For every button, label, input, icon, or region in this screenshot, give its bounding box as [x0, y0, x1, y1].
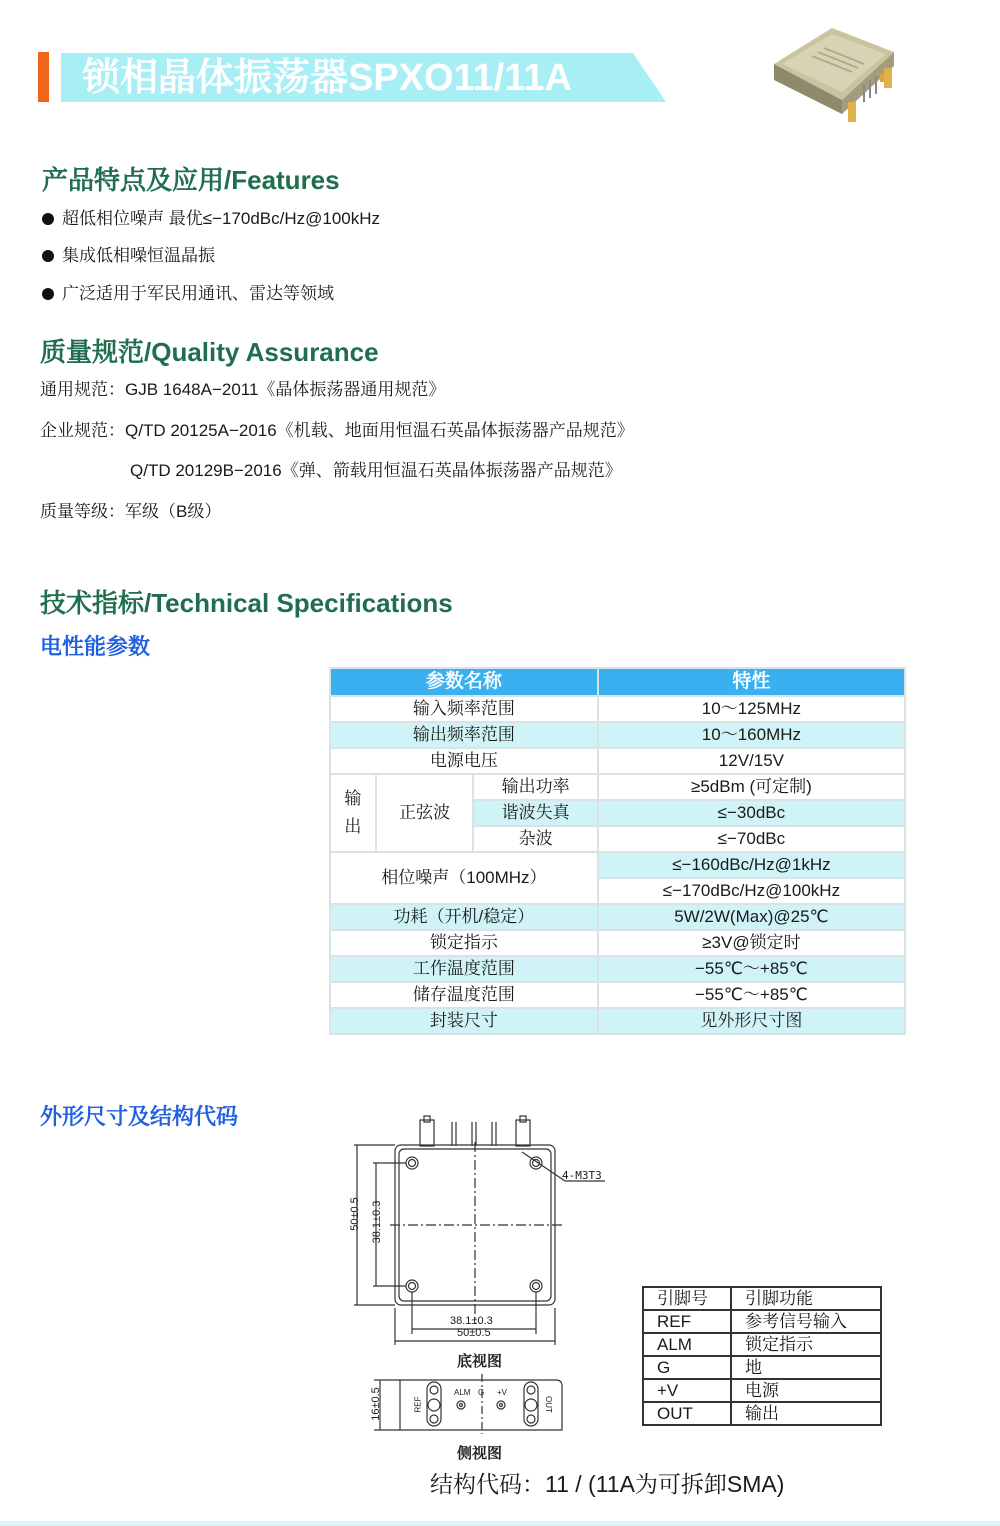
spec-table — [329, 667, 906, 1035]
table-row: 功耗（开机/稳定） 5W/2W(Max)@25℃ — [330, 904, 905, 930]
bottom-view-drawing — [340, 1112, 620, 1352]
table-row: 储存温度范围 −55℃～+85℃ — [330, 982, 905, 1008]
table-row: 谐波失真 ≤−30dBc — [330, 800, 905, 826]
bullet-icon — [42, 213, 54, 225]
title-accent-bar — [38, 52, 49, 102]
table-row: REF 参考信号输入 — [643, 1310, 881, 1333]
enterprise-spec: 企业规范：Q/TD 20125A−2016《机载、地面用恒温石英晶体振荡器产品规范》 — [40, 421, 634, 440]
dim-width-outer: 50±0.5 — [457, 1327, 491, 1339]
table-row: G 地 — [643, 1356, 881, 1379]
page-title: 锁相晶体振荡器SPXO11/11A — [82, 57, 572, 99]
electrical-subheading: 电性能参数 — [40, 634, 151, 659]
table-row: 锁定指示 ≥3V@锁定时 — [330, 930, 905, 956]
dim-height-inner: 38.1±0.3 — [371, 1200, 383, 1244]
side-label-v: +V — [497, 1388, 508, 1397]
tech-heading: 技术指标/Technical Specifications — [40, 588, 453, 618]
table-row: 输出 正弦波 输出功率 ≥5dBm (可定制) — [330, 774, 905, 800]
feature-item: 集成低相噪恒温晶振 — [42, 241, 215, 266]
table-row: 输入频率范围 10～125MHz — [330, 696, 905, 722]
output-group-cell: 输出 — [330, 774, 376, 852]
side-label-ref: REF — [413, 1396, 423, 1413]
feature-item: 超低相位噪声 最优≤−170dBc/Hz@100kHz — [42, 204, 380, 229]
table-row: 相位噪声（100MHz） ≤−160dBc/Hz@1kHz — [330, 852, 905, 878]
bullet-icon — [42, 250, 54, 262]
dim-width-inner: 38.1±0.3 — [450, 1315, 493, 1327]
hole-note: 4-M3T3 — [562, 1169, 602, 1182]
table-row: 工作温度范围 −55℃～+85℃ — [330, 956, 905, 982]
side-view-caption: 侧视图 — [457, 1445, 503, 1462]
table-row: 输出频率范围 10～160MHz — [330, 722, 905, 748]
quality-grade: 质量等级：军级（B级） — [40, 502, 222, 521]
structure-code: 结构代码：11 / (11A为可拆卸SMA) — [430, 1471, 785, 1497]
general-spec: 通用规范：GJB 1648A−2011《晶体振荡器通用规范》 — [40, 380, 446, 399]
dim-height-outer: 50±0.5 — [349, 1197, 361, 1231]
side-label-out: OUT — [543, 1396, 553, 1413]
table-row: 电源电压 12V/15V — [330, 748, 905, 774]
side-label-g: G — [478, 1388, 485, 1397]
table-row: 封装尺寸 见外形尺寸图 — [330, 1008, 905, 1034]
outline-heading: 外形尺寸及结构代码 — [40, 1104, 239, 1129]
feature-item: 广泛适用于军民用通讯、雷达等领域 — [42, 279, 334, 304]
pin-table-header: 引脚号 引脚功能 — [643, 1287, 881, 1310]
table-row: 杂波 ≤−70dBc — [330, 826, 905, 852]
table-row: +V 电源 — [643, 1379, 881, 1402]
table-row: OUT 输出 — [643, 1402, 881, 1425]
bottom-view-caption: 底视图 — [457, 1353, 503, 1370]
enterprise-spec-2: Q/TD 20129B−2016《弹、箭载用恒温石英晶体振荡器产品规范》 — [130, 461, 622, 480]
column-header: 特性 — [598, 668, 905, 696]
product-photo — [772, 22, 902, 122]
pin-table — [642, 1286, 882, 1426]
bullet-icon — [42, 288, 54, 300]
spec-table-header — [330, 668, 905, 696]
quality-heading: 质量规范/Quality Assurance — [40, 337, 379, 367]
features-heading: 产品特点及应用/Features — [42, 165, 340, 195]
side-label-alm: ALM — [454, 1388, 471, 1397]
sine-group-cell: 正弦波 — [376, 774, 474, 852]
side-view-drawing — [360, 1374, 580, 1434]
column-header: 参数名称 — [330, 668, 598, 696]
dim-side-height: 16±0.5 — [370, 1387, 382, 1421]
table-row: ALM 锁定指示 — [643, 1333, 881, 1356]
bottom-strip — [0, 1521, 1000, 1526]
table-row: ≤−170dBc/Hz@100kHz — [330, 878, 905, 904]
